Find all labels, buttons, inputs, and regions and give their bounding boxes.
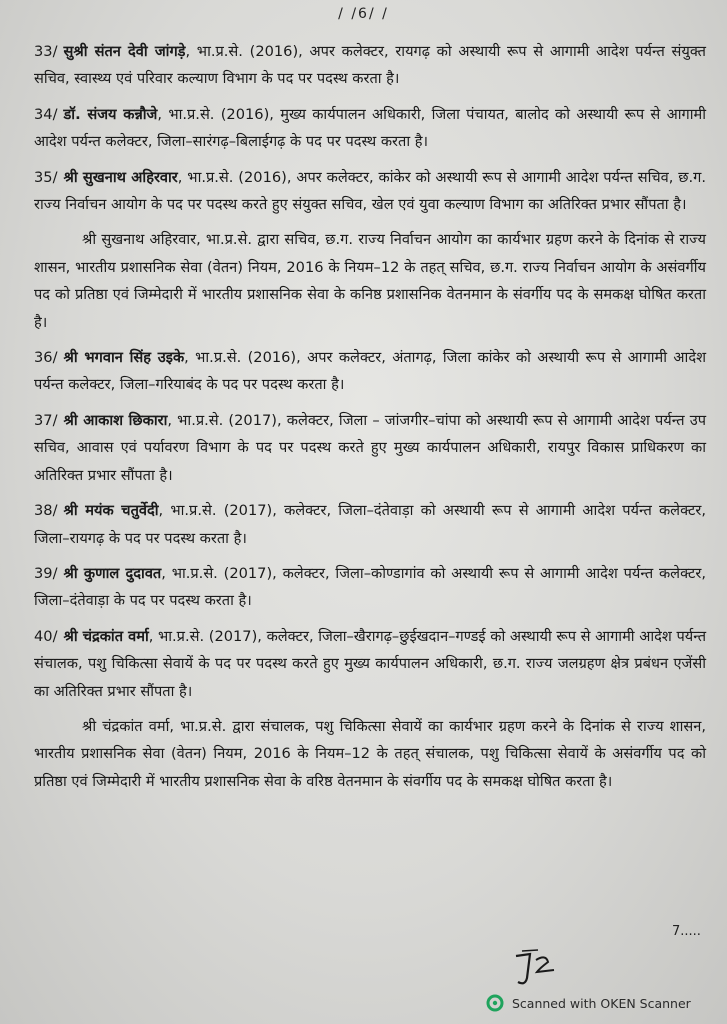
order-text: , भा.प्र.से. (2016), मुख्य कार्यपालन अधिकारी, जिला पंचायत, बालोद को अस्थायी रूप से आगामी आदेश पर्यन्त कलेक्टर, जिला–सारंगढ़–बिलाईगढ़ के पद पर पदस्थ करता है। [34,105,706,151]
scanner-watermark [486,990,721,1016]
scanner-label: Scanned with OKEN Scanner [512,995,691,1011]
item-number: 34/ [34,105,58,123]
order-text: , भा.प्र.से. (2017), कलेक्टर, जिला–दंतेवाड़ा को अस्थायी रूप से आगामी आदेश पर्यन्त कलेक्टर, जिला–रायगढ़ के पद पर पदस्थ करता है। [34,502,706,547]
document-body [34,38,706,803]
order-note-35: श्री सुखनाथ अहिरवार, भा.प्र.से. द्वारा सचिव, छ.ग. राज्य निर्वाचन आयोग का कार्यभार ग्रहण करने के दिनांक से राज्य शासन, भारतीय प्रशासनिक सेवा (वेतन) नियम, 2016 के नियम–12 के तहत् सचिव, छ.ग. राज्य निर्वाचन आयोग के असंवर्गीय पद को प्रतिष्ठा एवं जिम्मेदारी में भारतीय प्रशासनिक सेवा के कनिष्ठ प्रशासनिक वेतनमान के संवर्गीय पद के समकक्ष घोषित करता है। [34,231,706,331]
scanner-logo-icon [486,994,504,1012]
order-text: , भा.प्र.से. (2017), कलेक्टर, जिला–कोण्डागांव को अस्थायी रूप से आगामी आदेश पर्यन्त कलेक्टर, जिला–दंतेवाड़ा के पद पर पदस्थ करता है। [34,564,706,610]
order-item-36 [34,344,706,399]
officer-name: श्री चंद्रकांत वर्मा [63,627,149,645]
order-item-39 [34,560,706,615]
item-number: 33/ [34,43,58,60]
item-number: 35/ [34,168,58,186]
order-text: , भा.प्र.से. (2017), कलेक्टर, जिला – जांजगीर–चांपा को अस्थायी रूप से आगामी आदेश पर्यन्त उप सचिव, आवास एवं पर्यावरण विभाग के पद पर पदस्थ करते हुए मुख्य कार्यपालन अधिकारी, रायपुर विकास प्राधिकरण का अतिरिक्त प्रभार सौंपता है। [34,411,706,484]
item-number: 39/ [34,564,58,582]
officer-name: श्री मयंक चतुर्वेदी [63,502,159,520]
item-number: 38/ [34,502,58,520]
item-number: 40/ [34,627,58,645]
order-text: , भा.प्र.से. (2016), अपर कलेक्टर, अंतागढ़, जिला कांकेर को अस्थायी रूप से आगामी आदेश पर्यन्त कलेक्टर, जिला–गरियाबंद के पद पर पदस्थ करता है। [34,349,706,394]
order-item-37 [34,407,706,489]
order-text: , भा.प्र.से. (2016), अपर कलेक्टर, रायगढ़ को अस्थायी रूप से आगामी आदेश पर्यन्त संयुक्त सचिव, स्वास्थ्य एवं परिवार कल्याण विभाग के पद पर पदस्थ करता है। [34,43,706,88]
officer-name: श्री सुखनाथ अहिरवार [63,168,178,186]
officer-name: डॉ. संजय कन्नौजे [63,105,158,123]
order-item-38 [34,497,706,552]
order-note-40: श्री चंद्रकांत वर्मा, भा.प्र.से. द्वारा संचालक, पशु चिकित्सा सेवायें का कार्यभार ग्रहण करने के दिनांक से राज्य शासन, भारतीय प्रशासनिक सेवा (वेतन) नियम, 2016 के नियम–12 के तहत् संचालक, पशु चिकित्सा सेवायें के असंवर्गीय पद को प्रतिष्ठा एवं जिम्मेदारी में भारतीय प्रशासनिक सेवा के वरिष्ठ वेतनमान के संवर्गीय पद के समकक्ष घोषित करता है। [34,717,706,790]
page-number: / /6/ / [338,6,389,22]
officer-name: सुश्री संतन देवी जांगड़े [63,43,186,60]
next-page-marker: 7..... [672,924,701,939]
order-item-40 [34,623,706,705]
signature-mark [510,948,570,988]
order-item-33 [34,38,706,93]
officer-name: श्री भगवान सिंह उइके [63,349,185,367]
order-text: , भा.प्र.से. (2017), कलेक्टर, जिला–खैरागढ़–छुईखदान–गण्डई को अस्थायी रूप से आगामी आदेश पर्यन्त संचालक, पशु चिकित्सा सेवायें के पद पर पदस्थ करते हुए मुख्य कार्यपालन अधिकारी, छ.ग. राज्य जलग्रहण क्षेत्र प्रबंधन एजेंसी का अतिरिक्त प्रभार सौंपता है। [34,627,707,700]
officer-name: श्री आकाश छिकारा [63,411,168,429]
item-number: 36/ [34,349,58,367]
order-text: , भा.प्र.से. (2016), अपर कलेक्टर, कांकेर को अस्थायी रूप से आगामी आदेश पर्यन्त सचिव, छ.ग. राज्य निर्वाचन आयोग के पद पर पदस्थ करते हुए संयुक्त सचिव, खेल एवं युवा कल्याण विभाग का अतिरिक्त प्रभार सौंपता है। [34,168,706,214]
officer-name: श्री कुणाल दुदावत [63,564,162,582]
order-item-35 [34,164,706,219]
item-number: 37/ [34,411,58,429]
order-item-34 [34,101,706,156]
